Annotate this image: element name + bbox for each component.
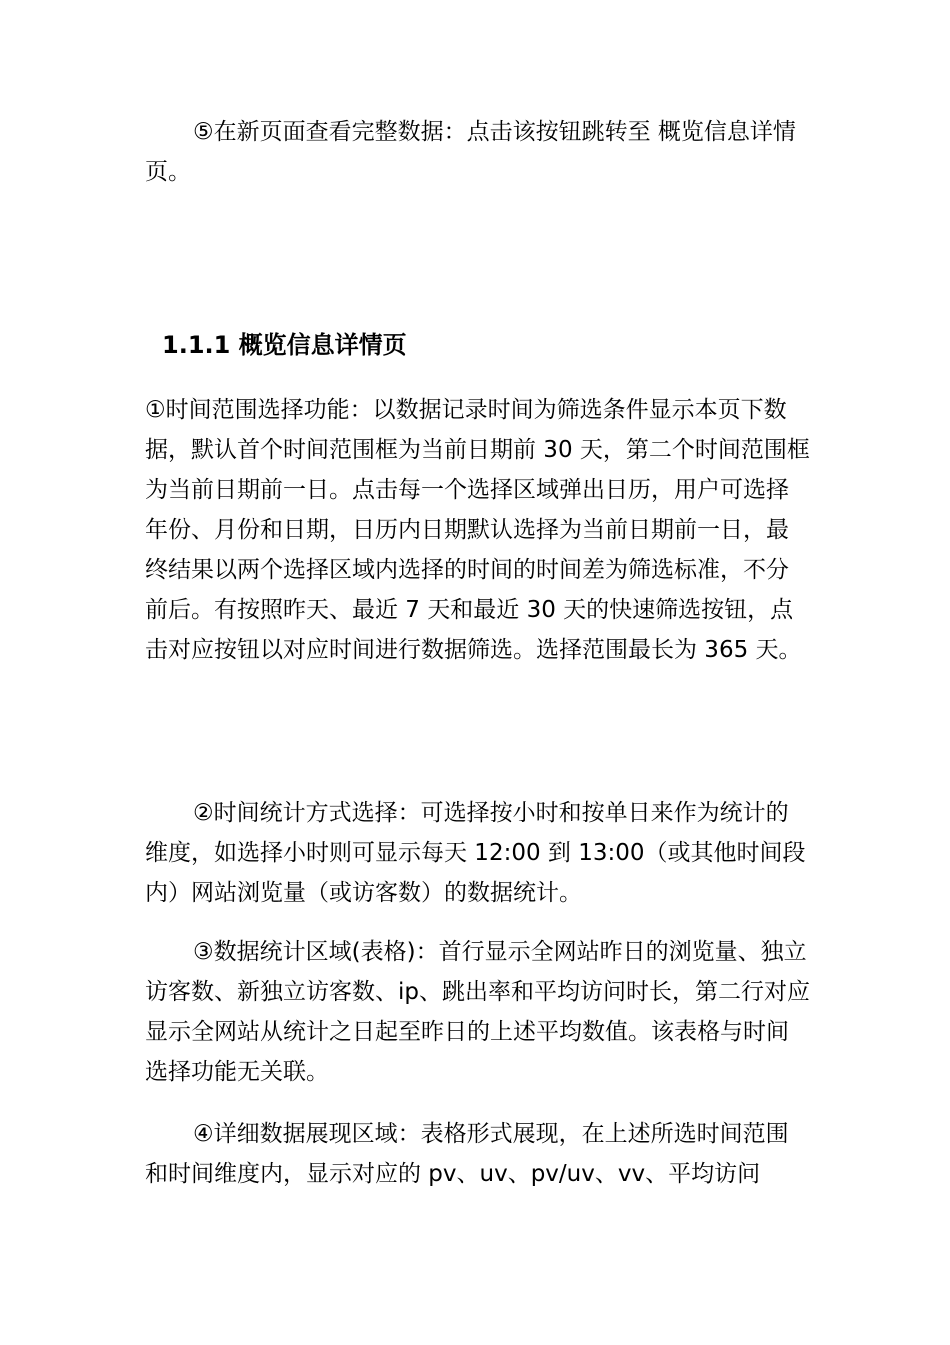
paragraph-item-2: ②时间统计方式选择：可选择按小时和按单日来作为统计的维度，如选择小时则可显示每天 12:00 到 13:00（或其他时间段内）网站浏览量（或访客数）的数据统计。 — [145, 800, 806, 906]
paragraph-item-3: ③数据统计区域(表格)：首行显示全网站昨日的浏览量、独立访客数、新独立访客数、ip、跳出率和平均访问时长，第二行对应显示全网站从统计之日起至昨日的上述平均数值。该表格与时间选择功能无关联。 — [145, 939, 810, 1085]
paragraph-item-1: ①时间范围选择功能：以数据记录时间为筛选条件显示本页下数据，默认首个时间范围框为当前日期前 30 天，第二个时间范围框为当前日期前一日。点击每一个选择区域弹出日历，用户可选择年份、月份和日期，日历内日期默认选择为当前日期前一日，最终结果以两个选择区域内选择的时间的时间差为筛选标准，不分前后。有按照昨天、最近 7 天和最近 30 天的快速筛选按钮，点击对应按钮以对应时间进行数据筛选。选择范围最长为 365 天。 — [145, 397, 810, 663]
section-heading: 1.1.1 概览信息详情页 — [162, 331, 407, 359]
paragraph-item-4: ④详细数据展现区域：表格形式展现，在上述所选时间范围和时间维度内，显示对应的 pv、uv、pv/uv、vv、平均访问 — [145, 1121, 789, 1187]
paragraph-item-5: ⑤在新页面查看完整数据：点击该按钮跳转至 概览信息详情页。 — [145, 119, 796, 185]
